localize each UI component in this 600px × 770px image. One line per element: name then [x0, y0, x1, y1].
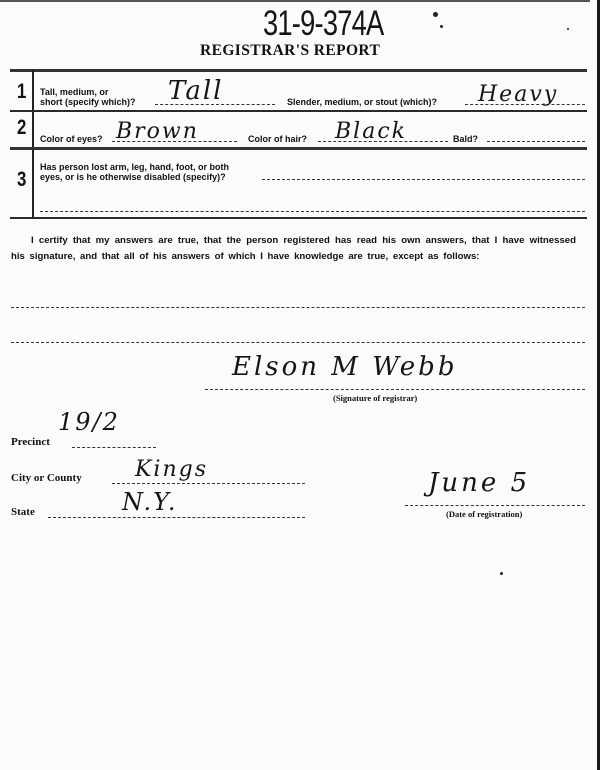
height-answer: Tall	[168, 76, 224, 106]
question-number-2: 2	[17, 116, 27, 139]
state-label: State	[11, 506, 35, 518]
page-title: REGISTRAR'S REPORT	[200, 42, 381, 59]
city-county-value: Kings	[135, 457, 209, 482]
question-number-1: 1	[17, 80, 27, 103]
precinct-label: Precinct	[11, 436, 50, 448]
state-answer-line	[48, 517, 305, 518]
build-label: Slender, medium, or stout (which)?	[287, 97, 438, 107]
hair-color-answer: Black	[335, 119, 407, 144]
row-2-rule	[10, 147, 587, 150]
precinct-value: 19/2	[58, 408, 120, 436]
eye-color-label: Color of eyes?	[40, 134, 103, 144]
page-top-edge	[0, 0, 590, 2]
ink-speck	[500, 572, 503, 575]
hair-color-label: Color of hair?	[248, 134, 307, 144]
ink-speck	[440, 25, 443, 28]
ink-speck	[433, 12, 438, 17]
bald-answer-line	[487, 141, 585, 142]
disability-answer-line-2	[40, 211, 585, 212]
build-answer: Heavy	[478, 82, 559, 107]
certification-statement: I certify that my answers are true, that the person registered has read his own answers, that I have witnessed his signature, and that all of his answers of which I have knowledge are true, except as follows:	[11, 235, 576, 262]
disability-label-line1: Has person lost arm, leg, hand, foot, or both	[40, 162, 230, 172]
table-bottom-rule	[10, 217, 587, 219]
serial-number-stamp: 31-9-374A	[263, 4, 384, 43]
state-value: N.Y.	[122, 488, 178, 516]
registrar-signature: Elson M Webb	[232, 352, 458, 382]
row-1-rule	[10, 110, 587, 112]
bald-label: Bald?	[453, 134, 479, 144]
disability-label-line2: eyes, or is he otherwise disabled (specify)?	[40, 172, 226, 182]
city-county-label: City or County	[11, 472, 82, 484]
signature-caption: (Signature of registrar)	[333, 393, 418, 403]
exception-line-1	[11, 307, 585, 308]
precinct-answer-line	[72, 447, 156, 448]
table-top-rule	[10, 69, 587, 72]
eye-color-answer: Brown	[116, 119, 199, 144]
number-column-divider	[32, 70, 34, 218]
disability-answer-line-1	[262, 179, 585, 180]
height-label-line1: Tall, medium, or	[40, 87, 109, 97]
signature-line	[205, 389, 585, 390]
exception-line-2	[11, 342, 585, 343]
question-number-3: 3	[17, 168, 27, 191]
registration-date-line	[405, 505, 585, 506]
city-county-answer-line	[112, 483, 305, 484]
registration-date-value: June 5	[428, 468, 531, 498]
ink-speck	[567, 28, 569, 30]
height-label-line2: short (specify which)?	[40, 97, 136, 107]
registration-date-caption: (Date of registration)	[446, 509, 523, 519]
